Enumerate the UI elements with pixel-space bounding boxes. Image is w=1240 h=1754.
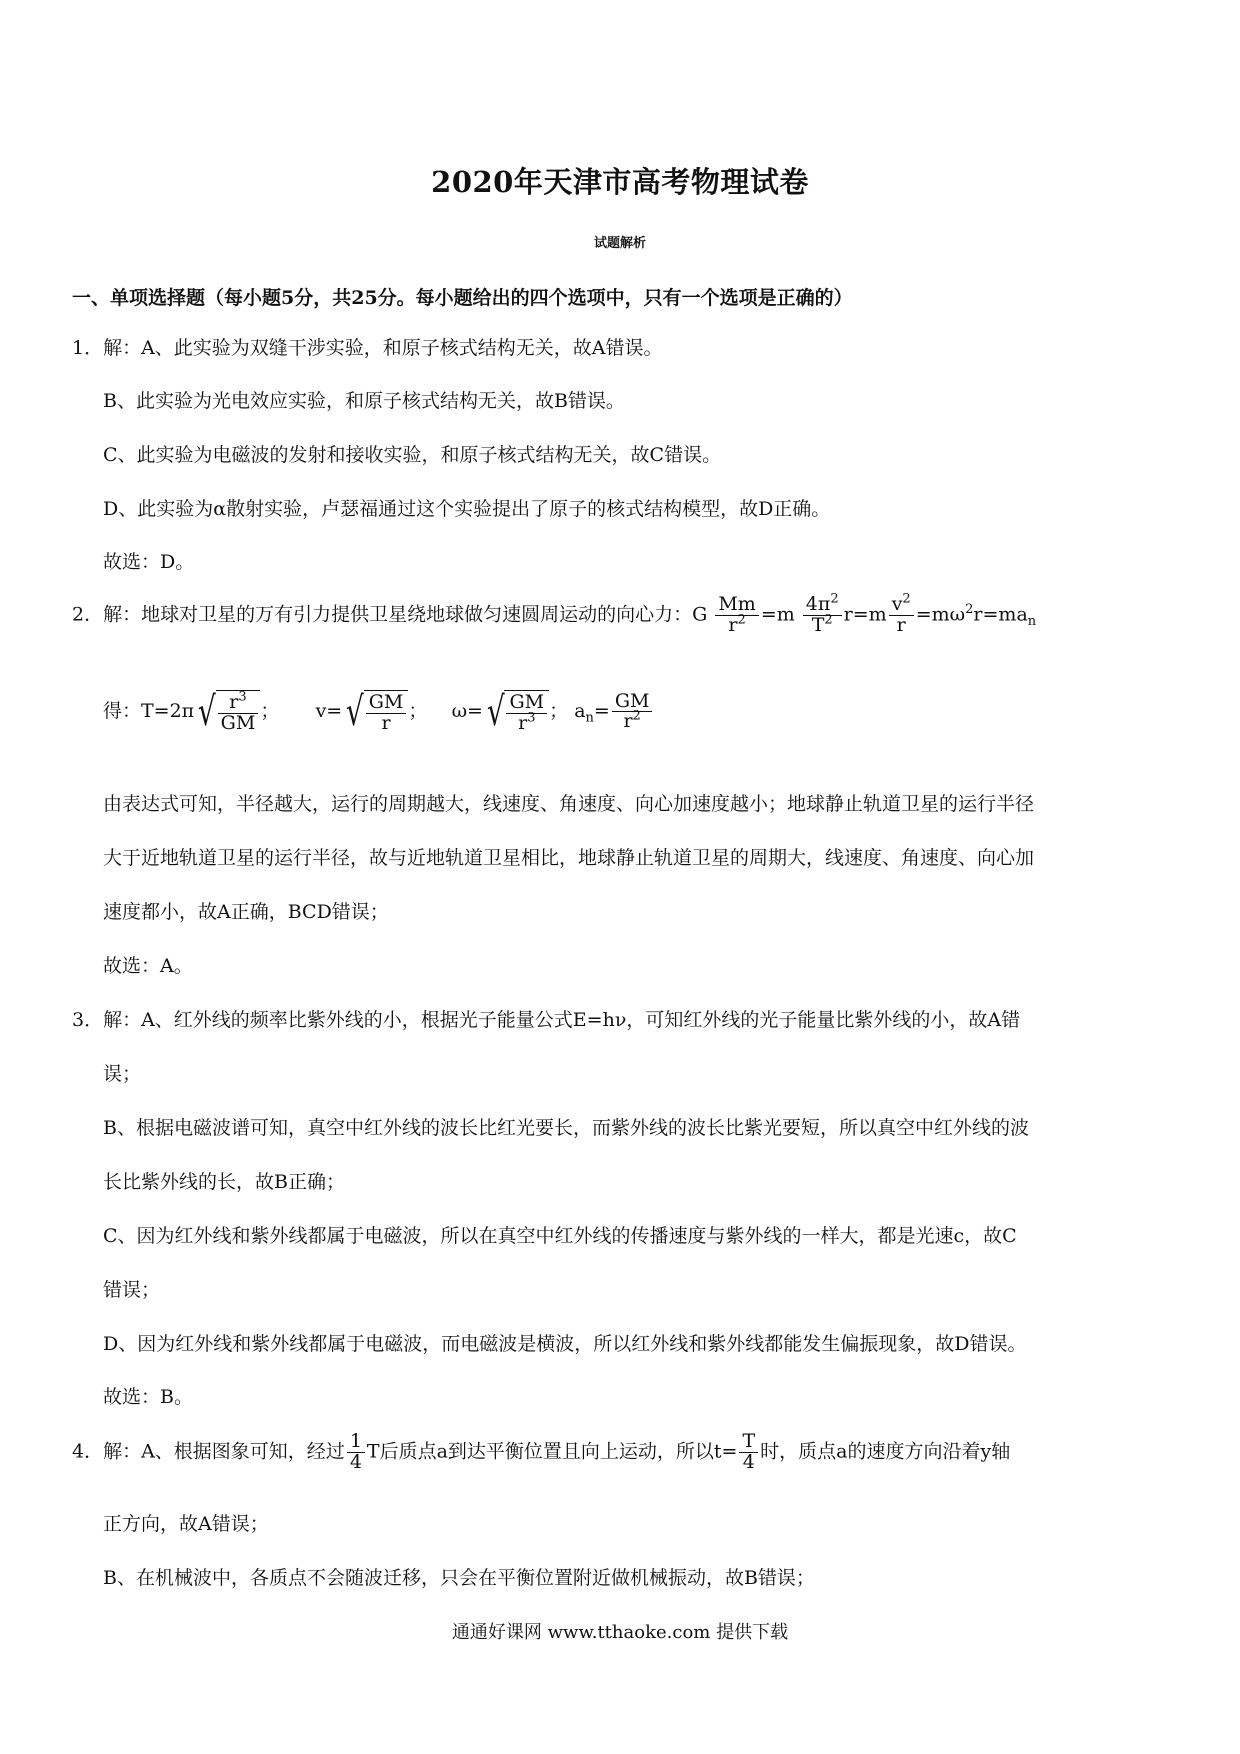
q3-line-7: D、因为红外线和紫外线都属于电磁波，而电磁波是横波，所以红外线和紫外线都能发生偏振现象，故D错误。 [103,1333,1027,1355]
q3-line-3: B、根据电磁波谱可知，真空中红外线的波长比红光要长，而紫外线的波长比紫光要短，所以真空中红外线的波 [103,1117,1029,1139]
q2-results: 得：T=2π√ $\frac{r^3}{GM}$ ； v=√ $\frac{GM}{r}$ ； ω=√ $\frac{GM}{r^3}$ ； $a_n=$ $\frac{GM}{r^2}$ [103,690,654,734]
fraction-v2-over-r: $\frac{v^2}{r}$ [889,595,914,636]
q4-line-1: 4．解：A、根据图象可知，经过 $\frac{1}{4}$ T后质点a到达平衡位置且向上运动，所以t= $\frac{T}{4}$ 时，质点a的速度方向沿着y轴 [72,1430,1011,1473]
page-footer: 通通好课网 www.tthaoke.com 提供下载 [451,1622,789,1643]
q3-line-1: 3．解：A、红外线的频率比紫外线的小，根据光子能量公式E=hν，可知红外线的光子能量比紫外线的小，故A错 [72,1009,1021,1031]
q2-line-5: 速度都小，故A正确，BCD错误； [103,901,389,923]
sqrt-GM-over-r: √ $\frac{GM}{r}$ [342,690,408,734]
q1-line-1: 1．解：A、此实验为双缝干涉实验，和原子核式结构无关，故A错误。 [72,337,663,359]
q3-line-4: 长比紫外线的长，故B正确； [103,1171,345,1193]
q3-line-6: 错误； [103,1279,161,1301]
q1-line-4: D、此实验为α散射实验，卢瑟福通过这个实验提出了原子的核式结构模型，故D正确。 [103,498,831,520]
q2-line-6: 故选：A。 [103,955,193,977]
page-title: 2020年天津市高考物理试卷 [431,165,809,199]
q2-intro: 2．解：地球对卫星的万有引力提供卫星绕地球做匀速圆周运动的向心力：G [72,603,708,626]
sqrt-GM-over-r3: √ $\frac{GM}{r^3}$ [483,690,549,734]
q3-line-8: 故选：B。 [103,1386,193,1408]
q3-line-5: C、因为红外线和紫外线都属于电磁波，所以在真空中红外线的传播速度与紫外线的一样大，都是光速c，故C [103,1225,1017,1247]
q2-line-3: 由表达式可知，半径越大，运行的周期越大，线速度、角速度、向心加速度越小；地球静止轨道卫星的运行半径 [103,793,1035,815]
q3-line-2: 误； [103,1063,142,1085]
fraction-GM-over-r2: $\frac{GM}{r^2}$ [612,692,653,733]
q4-line-2: 正方向，故A错误； [103,1513,269,1535]
q1-line-3: C、此实验为电磁波的发射和接收实验，和原子核式结构无关，故C错误。 [103,444,722,466]
fraction-Mm-over-r2: $\frac{Mm}{r^2}$ [715,595,758,636]
fraction-T-over-4: $\frac{T}{4}$ [739,1432,758,1473]
section-heading: 一、单项选择题（每小题5分，共25分。每小题给出的四个选项中，只有一个选项是正确的） [72,287,853,309]
fraction-4pi2-over-T2: $\frac{4\pi^2}{T^2}$ [803,595,842,636]
page-subtitle: 试题解析 [593,236,646,251]
q4-line-3: B、在机械波中，各质点不会随波迁移，只会在平衡位置附近做机械振动，故B错误； [103,1567,815,1589]
fraction-1-over-4: $\frac{1}{4}$ [347,1432,365,1473]
sqrt-r3-over-GM: √ $\frac{r^3}{GM}$ [194,690,260,734]
q2-line-4: 大于近地轨道卫星的运行半径，故与近地轨道卫星相比，地球静止轨道卫星的周期大，线速度、角速度、向心加 [103,847,1035,869]
q1-line-2: B、此实验为光电效应实验，和原子核式结构无关，故B错误。 [103,390,625,412]
q2-line-1: 2．解：地球对卫星的万有引力提供卫星绕地球做匀速圆周运动的向心力：G $\frac{Mm}{r^2}$ =m $\frac{4\pi^2}{T^2}$ r=m $\frac{v^2}{r}$ $=m\omega^2r=ma_n$ [72,591,1037,636]
q1-line-5: 故选：D。 [103,551,195,573]
